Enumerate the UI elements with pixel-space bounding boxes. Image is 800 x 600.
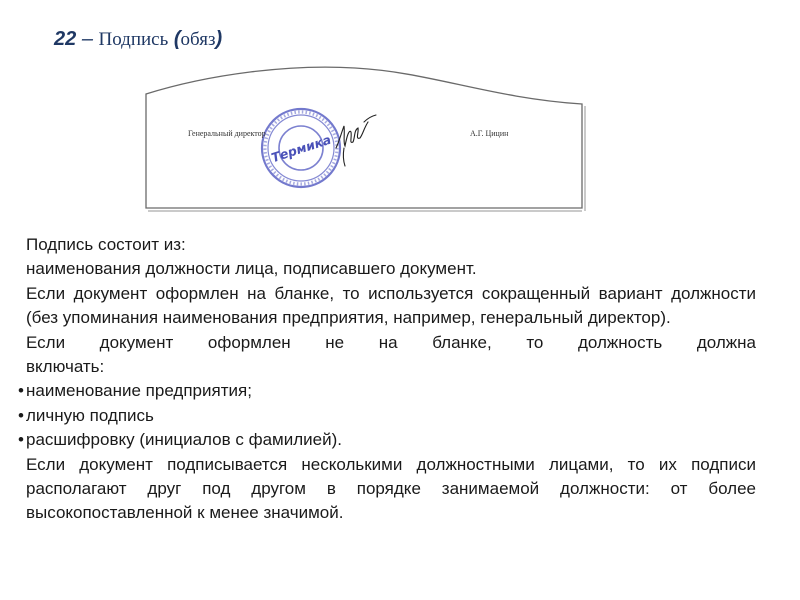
no-blank-case-line1: Если документ оформлен не на бланке, то должность должна — [26, 332, 756, 352]
list-item: • наименование предприятия; — [20, 379, 756, 403]
document-sample-illustration — [140, 56, 586, 216]
title-word: Подпись — [98, 29, 169, 50]
multi-sign-paragraph: Если документ подписывается несколькими должностными лицами, то их подписи располагают друг под другом в порядке занимаемой должности: от более высокопоставленной к менее значимой. — [26, 454, 756, 523]
list-item: • личную подпись — [20, 404, 756, 428]
title-dash: – — [81, 28, 93, 50]
blank-case-paragraph: Если документ оформлен на бланке, то используется сокращенный вариант должности (без упоминания наименования предприятия, например, генеральный директор). — [26, 283, 756, 328]
no-blank-case-line2: включать: — [26, 357, 105, 377]
stamp-text: Термика — [269, 131, 333, 166]
position-line: наименования должности лица, подписавшего документ. — [26, 259, 477, 279]
name-label: А.Г. Цицин — [470, 129, 509, 138]
slide-number: 22 — [54, 28, 77, 50]
list-item: • расшифровку (инициалов с фамилией). — [20, 428, 756, 452]
title-paren-close: ) — [215, 28, 223, 50]
requirements-list — [20, 379, 756, 452]
title-paren-open: ( — [173, 28, 181, 50]
title-note: обяз — [180, 29, 216, 50]
slide-title — [54, 28, 222, 51]
intro-line: Подпись состоит из: — [26, 235, 186, 254]
body-text — [20, 233, 756, 526]
position-label: Генеральный директор — [188, 129, 266, 138]
